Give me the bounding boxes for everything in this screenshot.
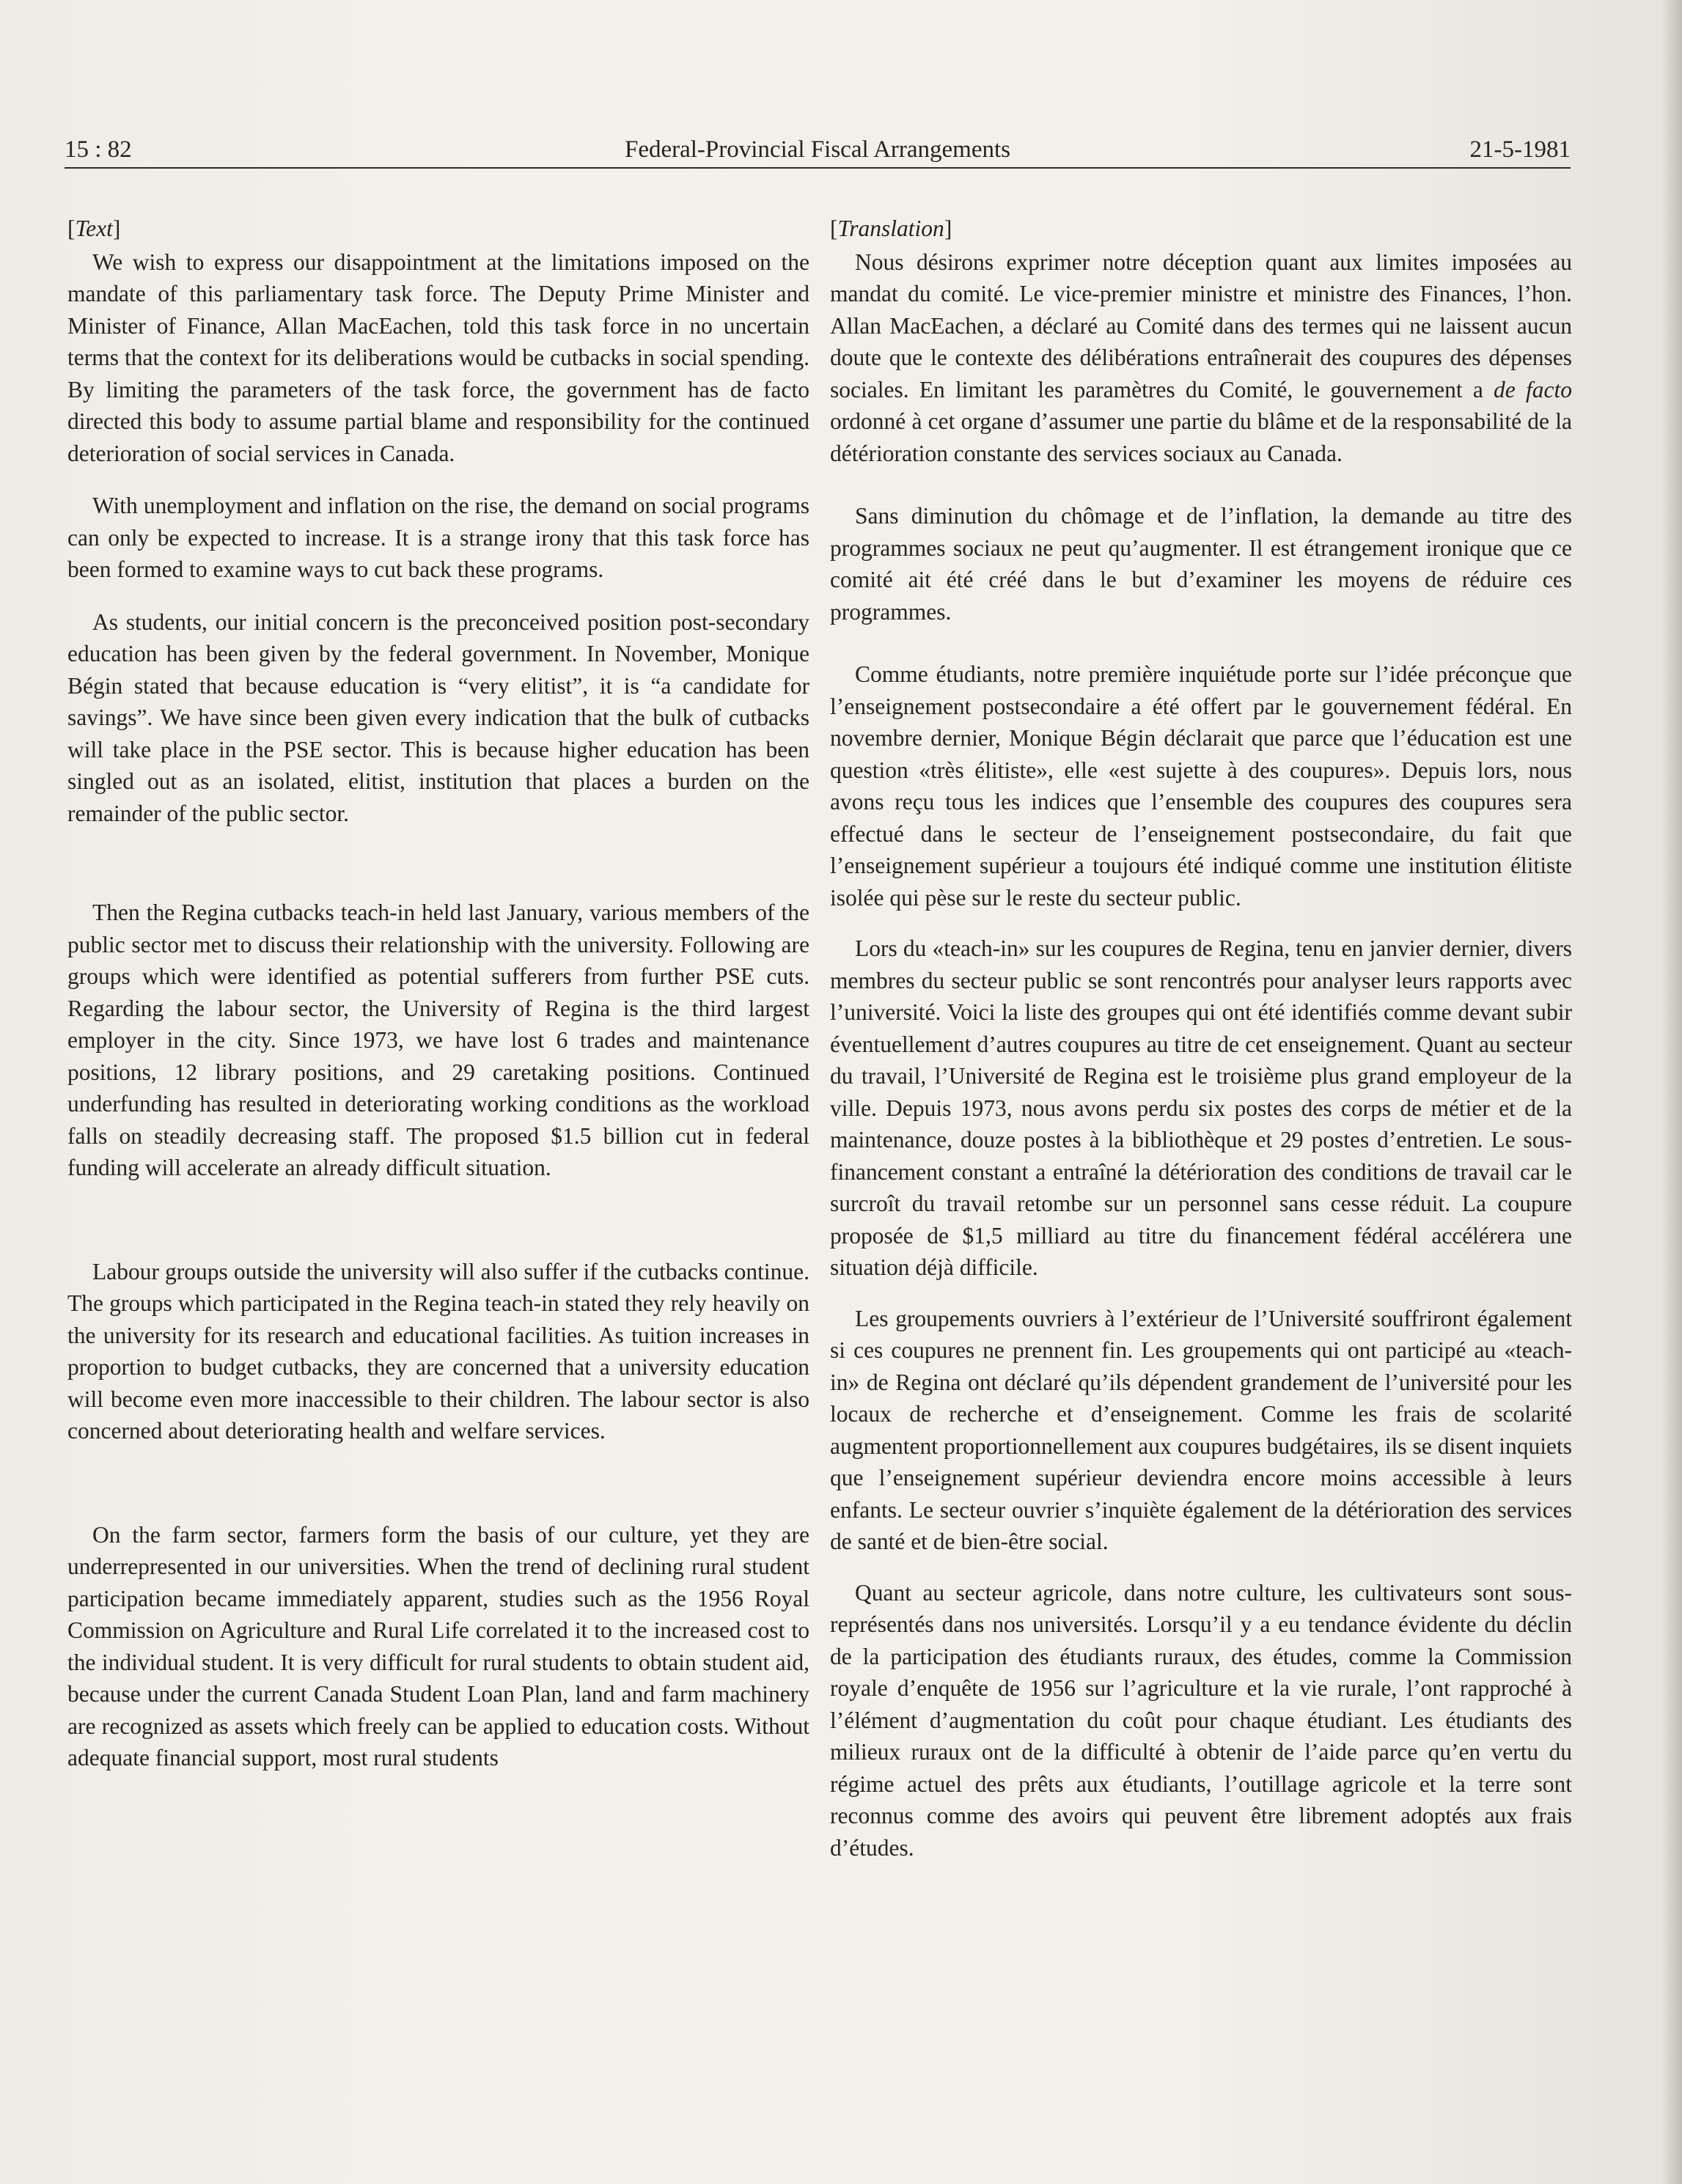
french-column-label: [Translation] <box>830 216 952 241</box>
paragraph-teach-in: Then the Regina cutbacks teach-in held last January, various members of the public sector met to discuss their relationship with the university. Following are groups which were identified as potential sufferers from further PSE cuts. Regarding the labour sector, the University of Regina is the third largest employer in the city. Since 1973, we have lost 6 trades and maintenance positions, 12 library positions, and 29 caretaking positions. Continued underfunding has resulted in deteriorating working conditions as the workload falls on steadily decreasing staff. The proposed $1.5 billion cut in federal funding will accelerate an already difficult situation. <box>67 900 809 1180</box>
paragraph-fr-groupements: Les groupements ouvriers à l’extérieur de l’Université souffriront également si ces coupures ne prennent fin. Les groupements qui ont participé au «teach-in» de Regina ont déclaré qu’ils dépendent grandement de l’université pour les locaux de recherche et d’enseignement. Comme les frais de scolarité augmentent proportionnellement aux coupures budgétaires, ils se disent inquiets que l’enseignement supérieur deviendra encore moins accessible à leurs enfants. Le secteur ouvrier s’inquiète également de la détérioration des services de santé et de bien-être social. <box>830 1305 1572 1554</box>
page-edge-shadow <box>1661 0 1682 2184</box>
paragraph-farm-sector: On the farm sector, farmers form the basis of our culture, yet they are underrepresented in our universities. When the trend of declining rural student participation became immediately apparent, studies such as the 1956 Royal Commission on Agriculture and Rural Life correlated it to the increased cost to the individual student. It is very difficult for rural students to obtain student aid, because under the current Canada Student Loan Plan, land and farm machinery are recognized as assets which freely can be applied to education costs. Without adequate financial support, most rural students <box>67 1521 809 1771</box>
paragraph-fr-limites: Nous désirons exprimer notre déception quant aux limites imposées au mandat du comité. Le vice-premier ministre et ministre des Finances, l’hon. Allan MacEachen, a déclaré au Comité dans des termes qui ne laissent aucun doute que le contexte des délibérations entraînerait des coupures des dépenses sociales. En limitant les paramètres du Comité, le gouvernement a de facto ordonné à cet organe d’assumer une partie du blâme et de la responsabilité de la détérioration constante des services sociaux au Canada. <box>830 249 1572 466</box>
running-title: Federal-Provincial Fiscal Arrangements <box>624 136 1011 163</box>
paragraph-fr-teach-in: Lors du «teach-in» sur les coupures de Regina, tenu en janvier dernier, divers membres du secteur public se sont rencontrés pour analyser leurs rapports avec l’université. Voici la liste des groupes qui ont été identifiés comme devant subir éventuellement d’autres coupures au titre de cet enseignement. Quant au secteur du travail, l’Université de Regina est le troisième plus grand employeur de la ville. Depuis 1973, nous avons perdu six postes des corps de métier et de la maintenance, douze postes à la bibliothèque et 29 postes d’entretien. Le sous-financement constant a entraîné la détérioration des conditions de travail car le surcroît du travail retombe sur un personnel sans cesse réduit. La coupure proposée de $1,5 milliard au titre du financement fédéral accélérera une situation déjà difficile. <box>830 935 1572 1280</box>
paragraph-unemployment: With unemployment and inflation on the rise, the demand on social programs can only be expected to increase. It is a strange irony that this task force has been formed to examine ways to cut back these programs. <box>67 493 809 582</box>
english-column-label: [Text] <box>67 216 121 241</box>
english-column <box>67 213 809 1774</box>
paragraph-fr-chomage: Sans diminution du chômage et de l’inflation, la demande au titre des programmes sociaux ne peut qu’augmenter. Il est étrangement ironique que ce comité ait été créé dans le but d’examiner les moyens de réduire ces programmes. <box>830 503 1572 625</box>
paragraph-students: As students, our initial concern is the preconceived position post-secondary education has been given by the federal government. In November, Monique Bégin stated that because education is “very elitist”, it is “a candidate for savings”. We have since been given every indication that the bulk of cutbacks will take place in the PSE sector. This is because higher education has been singled out as an isolated, elitist, institution that places a burden on the remainder of the public sector. <box>67 608 809 826</box>
page-number: 15 : 82 <box>65 136 132 163</box>
session-date: 21-5-1981 <box>1469 136 1571 163</box>
running-header <box>65 132 1571 167</box>
paragraph-fr-agricole: Quant au secteur agricole, dans notre culture, les cultivateurs sont sous-représentés dans nos universités. Lorsqu’il y a eu tendance évidente du déclin de la participation des étudiants ruraux, des études, comme la Commission royale d’enquête de 1956 sur l’agriculture et la vie rurale, l’ont rapproché à l’élément d’augmentation du coût pour chaque étudiant. Les étudiants des milieux ruraux ont de la difficulté à obtenir de l’aide parce qu’en vertu du régime actuel des prêts aux étudiants, l’outillage agricole et la terre sont reconnus comme des avoirs qui peuvent être librement adoptés aux frais d’études. <box>830 1579 1572 1861</box>
header-rule <box>65 167 1571 169</box>
paragraph-labour-groups: Labour groups outside the university will also suffer if the cutbacks continue. The groups which participated in the Regina teach-in stated they rely heavily on the university for its research and educational facilities. As tuition increases in proportion to budget cutbacks, they are concerned that a university education will become even more inaccessible to their children. The labour sector is also concerned about deteriorating health and welfare services. <box>67 1258 809 1444</box>
paragraph-fr-etudiants: Comme étudiants, notre première inquiétude porte sur l’idée préconçue que l’enseignement postsecondaire a été offert par le gouvernement fédéral. En novembre dernier, Monique Bégin déclarait que parce que l’éducation est une question «très élitiste», elle «est sujette à des coupures». Depuis lors, nous avons reçu tous les indices que l’ensemble des coupures des coupures sera effectué dans le secteur de l’enseignement postsecondaire, du fait que l’enseignement supérieur a toujours été indiqué comme une institution élitiste isolée qui pèse sur le reste du secteur public. <box>830 661 1572 911</box>
french-column <box>830 213 1572 1864</box>
paragraph-limitations: We wish to express our disappointment at the limitations imposed on the mandate of this parliamentary task force. The Deputy Prime Minister and Minister of Finance, Allan MacEachen, told this task force in no uncertain terms that the context for its deliberations would be cutbacks in social spending. By limiting the parameters of the task force, the government has de facto directed this body to assume partial blame and responsibility for the continued deterioration of social services in Canada. <box>67 249 809 466</box>
